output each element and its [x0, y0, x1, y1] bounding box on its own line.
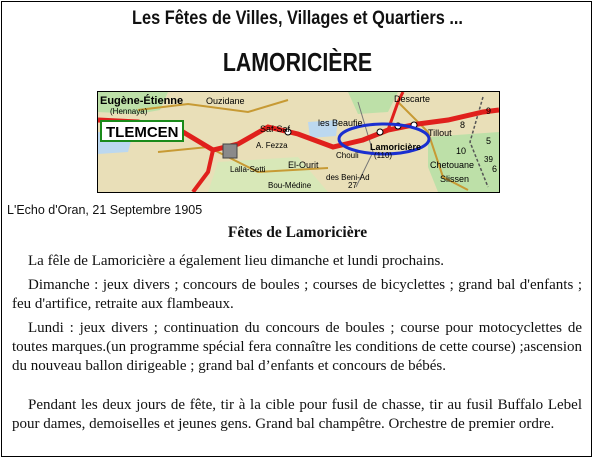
map-label-eugene: Eugène-Étienne [100, 95, 184, 107]
map-label-el-ourit: El-Ourit [288, 160, 319, 170]
paragraph-text: Lundi : jeux divers ; continuation du concours de boules ; course pour motocyclettes de toutes marques.(un programme spécial fera connaître les conditions de cette course) ;ascension du nouveau ballon dirigeable ; grand bal d’enfants et concours de bébés. [12, 320, 582, 374]
map-km-5: 5 [486, 136, 492, 146]
map-label-saf-saf: Saf-Saf [260, 124, 291, 134]
map-label-fezza: A. Fezza [256, 141, 288, 150]
paragraph-text: La fêle de Lamoricière a également lieu dimanche et lundi prochains. [28, 253, 445, 269]
map-km-27: 27 [348, 181, 357, 190]
map-label-slissen: Slissen [440, 174, 470, 184]
map-label-lamoriciere: Lamoricière [370, 142, 422, 152]
map-km-39: 39 [484, 155, 493, 164]
map-label-hennaya: (Hennaya) [110, 107, 148, 116]
article-paragraph [12, 276, 582, 314]
map-town-dot [377, 129, 383, 135]
map-km-8: 8 [460, 120, 466, 130]
map-label-chetouane: Chetouane [430, 160, 475, 170]
map-graphic [98, 92, 499, 192]
place-title: LAMORICIÈRE [222, 47, 373, 77]
map-label-chouli: Chouli [336, 151, 359, 160]
region-map [97, 91, 500, 193]
map-label-lalla: Lalla-Setti [230, 165, 266, 174]
map-km-10: 10 [456, 146, 467, 156]
map-label-beni-ad: des Beni-Ad [326, 173, 370, 182]
article-paragraph [12, 396, 582, 434]
map-label-beaufie: les Beaufie [318, 118, 363, 128]
article-paragraph [12, 319, 582, 376]
map-label-descarte: Descarte [394, 94, 431, 104]
map-km-6: 6 [492, 164, 498, 174]
paragraph-text: Pendant les deux jours de fête, tir à la cible pour fusil de chasse, tir au fusil Buffalo Lebel pour dames, demoiselles et jeunes gens. Grand bal champêtre. Orchestre de premier ordre. [12, 397, 582, 432]
paragraph-text: Dimanche : jeux divers ; concours de boules ; courses de bicyclettes ; grand bal d'enfants ; feu d'artifice, retraite aux flambeaux. [12, 277, 582, 312]
source-caption: L'Echo d'Oran, 21 Septembre 1905 [7, 203, 203, 217]
map-km-9: 9 [486, 106, 492, 116]
map-label-route-num: (110) [374, 151, 393, 160]
map-label-ouzidane: Ouzidane [206, 96, 245, 106]
article-paragraph [12, 252, 582, 271]
map-label-tillout: Tillout [428, 128, 452, 138]
map-label-tlemcen: TLEMCEN [106, 124, 179, 141]
map-label-bou-medine: Bou-Médine [268, 181, 312, 190]
series-title: Les Fêtes de Villes, Villages et Quartiers ... [132, 8, 463, 29]
article-title: Fêtes de Lamoricière [227, 224, 368, 241]
map-town-tlemcen [223, 144, 237, 158]
